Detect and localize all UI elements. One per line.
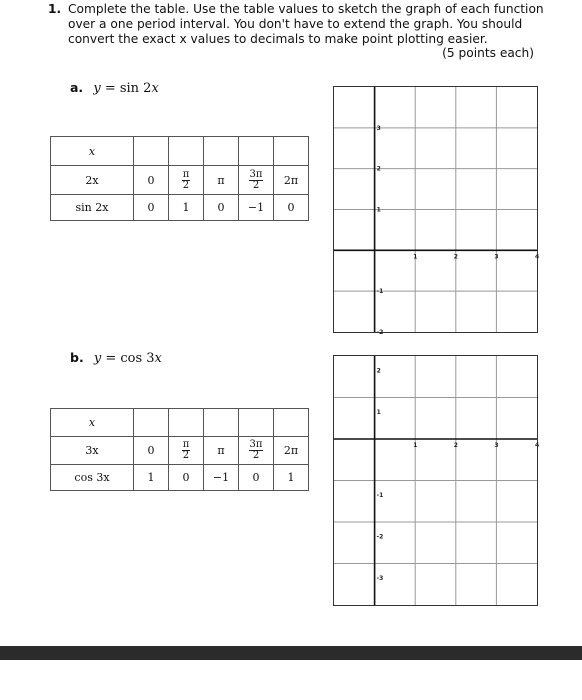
x-tick-label: 3 xyxy=(494,442,499,449)
table-b-row2-cell: 2π xyxy=(274,437,309,465)
part-a-label: a. xyxy=(70,80,84,95)
points-note: (5 points each) xyxy=(442,46,534,60)
table-b-x-head: x xyxy=(51,409,134,437)
table-a-x-cell[interactable] xyxy=(134,137,169,166)
table-a-x-head: x xyxy=(51,137,134,166)
y-tick-label: 1 xyxy=(376,409,381,417)
table-b-row2-cell: π xyxy=(204,437,239,465)
table-b-row2-cell: 0 xyxy=(134,437,169,465)
problem-text: Complete the table. Use the table values to sketch the graph of each function over a one period interval. You don't have to extend the graph. You should convert the exact x values to decimals to make point plotting easier. xyxy=(68,2,544,46)
y-tick-label: 3 xyxy=(376,124,381,132)
table-a-row3-cell: 0 xyxy=(134,195,169,221)
x-tick-label: 3 xyxy=(494,253,499,261)
part-b-heading xyxy=(70,350,162,366)
table-a-x-cell[interactable] xyxy=(169,137,204,166)
problem-number: 1. xyxy=(48,2,62,16)
table-b-x-cell[interactable] xyxy=(204,409,239,437)
y-tick-label: 1 xyxy=(376,206,381,214)
table-b-x-cell[interactable] xyxy=(169,409,204,437)
graph-b-svg xyxy=(334,356,540,605)
table-b-x-cell[interactable] xyxy=(134,409,169,437)
x-tick-label: 1 xyxy=(413,253,418,261)
table-b-x-cell[interactable] xyxy=(239,409,274,437)
table-b-row3-cell: 0 xyxy=(239,465,274,491)
y-tick-label: 2 xyxy=(376,367,381,375)
table-a-row3-head: sin 2x xyxy=(51,195,134,221)
part-b-y: y xyxy=(93,351,102,366)
table-b-row2-cell: $\frac{3\pi}{2}$ xyxy=(239,437,274,465)
part-a-eq: = sin 2 xyxy=(100,81,152,96)
table-a-row2-cell: $\frac{\pi}{2}$ xyxy=(169,166,204,195)
part-b-x: x xyxy=(154,351,162,366)
x-tick-label: 2 xyxy=(453,253,458,261)
table-b-row3-cell: 1 xyxy=(134,465,169,491)
graph-grid-a[interactable] xyxy=(333,86,540,336)
table-a-row3-cell: 1 xyxy=(169,195,204,221)
y-tick-label: -1 xyxy=(376,288,384,296)
table-a-row2-cell: 2π xyxy=(274,166,309,195)
table-a-row3-cell: 0 xyxy=(274,195,309,221)
table-a-row2-cell: π xyxy=(204,166,239,195)
table-a-x-cell[interactable] xyxy=(274,137,309,166)
part-b-eq: = cos 3 xyxy=(101,351,155,366)
x-tick-label: 1 xyxy=(413,442,418,449)
table-a-row3-cell: −1 xyxy=(239,195,274,221)
graph-a-svg xyxy=(334,87,540,336)
table-a-x-cell[interactable] xyxy=(204,137,239,166)
table-a-row3-cell: 0 xyxy=(204,195,239,221)
y-tick-label: 2 xyxy=(376,165,381,173)
table-b-row2-cell: $\frac{\pi}{2}$ xyxy=(169,437,204,465)
x-tick-label: 4 xyxy=(535,442,540,449)
table-b-row3-cell: −1 xyxy=(204,465,239,491)
table-b-row2-head: 3x xyxy=(51,437,134,465)
x-tick-label: 4 xyxy=(535,253,540,261)
table-b-row3-cell: 0 xyxy=(169,465,204,491)
table-a-row2-head: 2x xyxy=(51,166,134,195)
graph-grid-b[interactable] xyxy=(333,355,538,606)
table-b-row3-head: cos 3x xyxy=(51,465,134,491)
part-a-x: x xyxy=(151,81,159,96)
footer-bar xyxy=(0,646,582,660)
y-tick-label: -1 xyxy=(376,492,384,500)
y-tick-label: -2 xyxy=(376,533,384,541)
table-a-x-cell[interactable] xyxy=(239,137,274,166)
table-a-row2-cell: 0 xyxy=(134,166,169,195)
y-tick-label: -3 xyxy=(376,575,384,583)
part-a-y: y xyxy=(93,81,101,96)
part-b-label: b. xyxy=(70,350,84,365)
table-b-row3-cell: 1 xyxy=(274,465,309,491)
table-b-x-cell[interactable] xyxy=(274,409,309,437)
table-b xyxy=(50,408,309,491)
part-a-heading xyxy=(70,80,159,96)
table-a xyxy=(50,136,309,221)
x-tick-label: 2 xyxy=(453,442,458,449)
table-a-row2-cell: $\frac{3\pi}{2}$ xyxy=(239,166,274,195)
y-tick-label: -2 xyxy=(376,329,384,336)
